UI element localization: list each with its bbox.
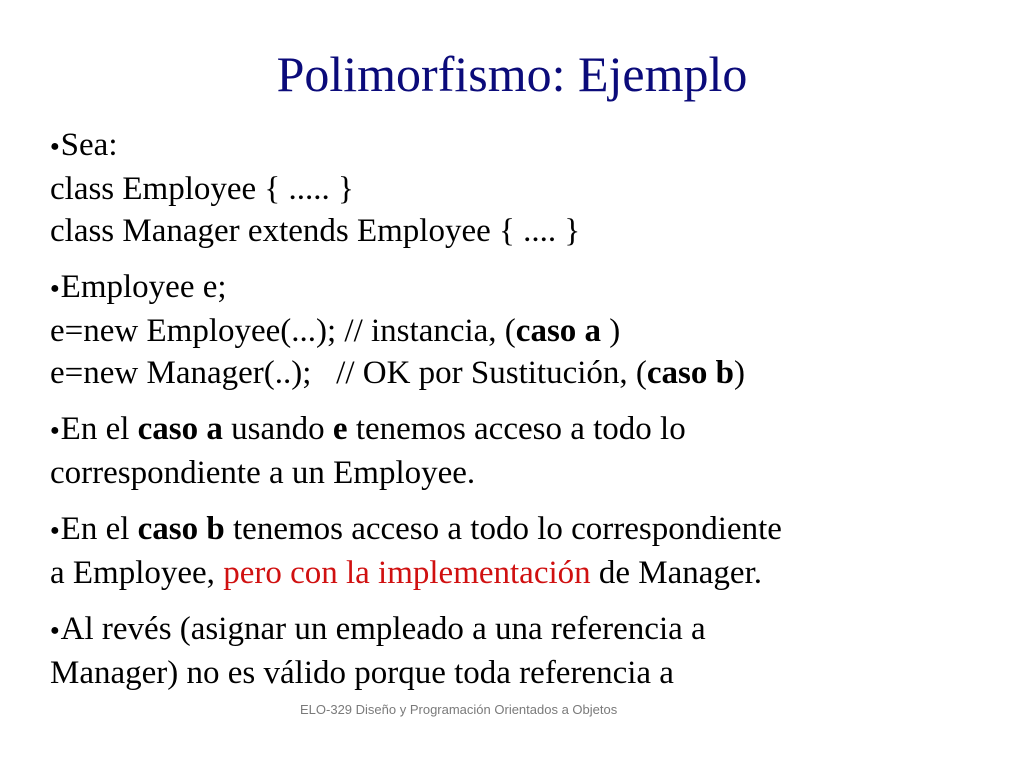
slide-footer: ELO-329 Diseño y Programación Orientados a Objetos xyxy=(300,702,618,717)
code-line-employee: class Employee { ..... } xyxy=(50,171,354,207)
bullet-icon: ● xyxy=(50,622,60,639)
code-line-new-employee: e=new Employee(...); // instancia, (caso a ) xyxy=(50,313,621,349)
bold-e: e xyxy=(332,411,348,447)
text-line: Manager) no es válido porque toda referencia a xyxy=(50,655,674,691)
text-line: correspondiente a un Employee. xyxy=(50,455,476,491)
bold-caso-b: caso b xyxy=(137,511,225,547)
bullet-icon: ● xyxy=(50,522,60,539)
code-line-manager: class Manager extends Employee { .... } xyxy=(50,213,581,249)
bold-caso-b: caso b xyxy=(646,355,734,391)
bold-caso-a: caso a xyxy=(515,313,602,349)
paragraph-reverse: ●Al revés (asignar un empleado a una referencia a Manager) no es válido porque toda referencia a xyxy=(50,608,1010,694)
paragraph-caso-b: ●En el caso b tenemos acceso a todo lo correspondiente a Employee, pero con la implementación de Manager. xyxy=(50,511,782,591)
paragraph-caso-a: ●En el caso a usando e tenemos acceso a todo lo correspondiente a un Employee. xyxy=(50,408,1010,494)
code-line-declare: Employee e; xyxy=(60,269,227,305)
text-sea: Sea: xyxy=(60,127,118,163)
slide-body xyxy=(50,124,1010,694)
slide-title: Polimorfismo: Ejemplo xyxy=(276,46,748,102)
paragraph-declaration xyxy=(50,124,1010,252)
code-line-new-manager: e=new Manager(..); // OK por Sustitución, (caso b) xyxy=(50,355,745,391)
bullet-icon: ● xyxy=(50,280,60,297)
bullet-icon: ● xyxy=(50,138,60,155)
highlight-implementation: pero con la implementación xyxy=(223,555,591,591)
bullet-icon: ● xyxy=(50,422,60,439)
paragraph-assignment xyxy=(50,266,1010,394)
bold-caso-a: caso a xyxy=(137,411,223,447)
